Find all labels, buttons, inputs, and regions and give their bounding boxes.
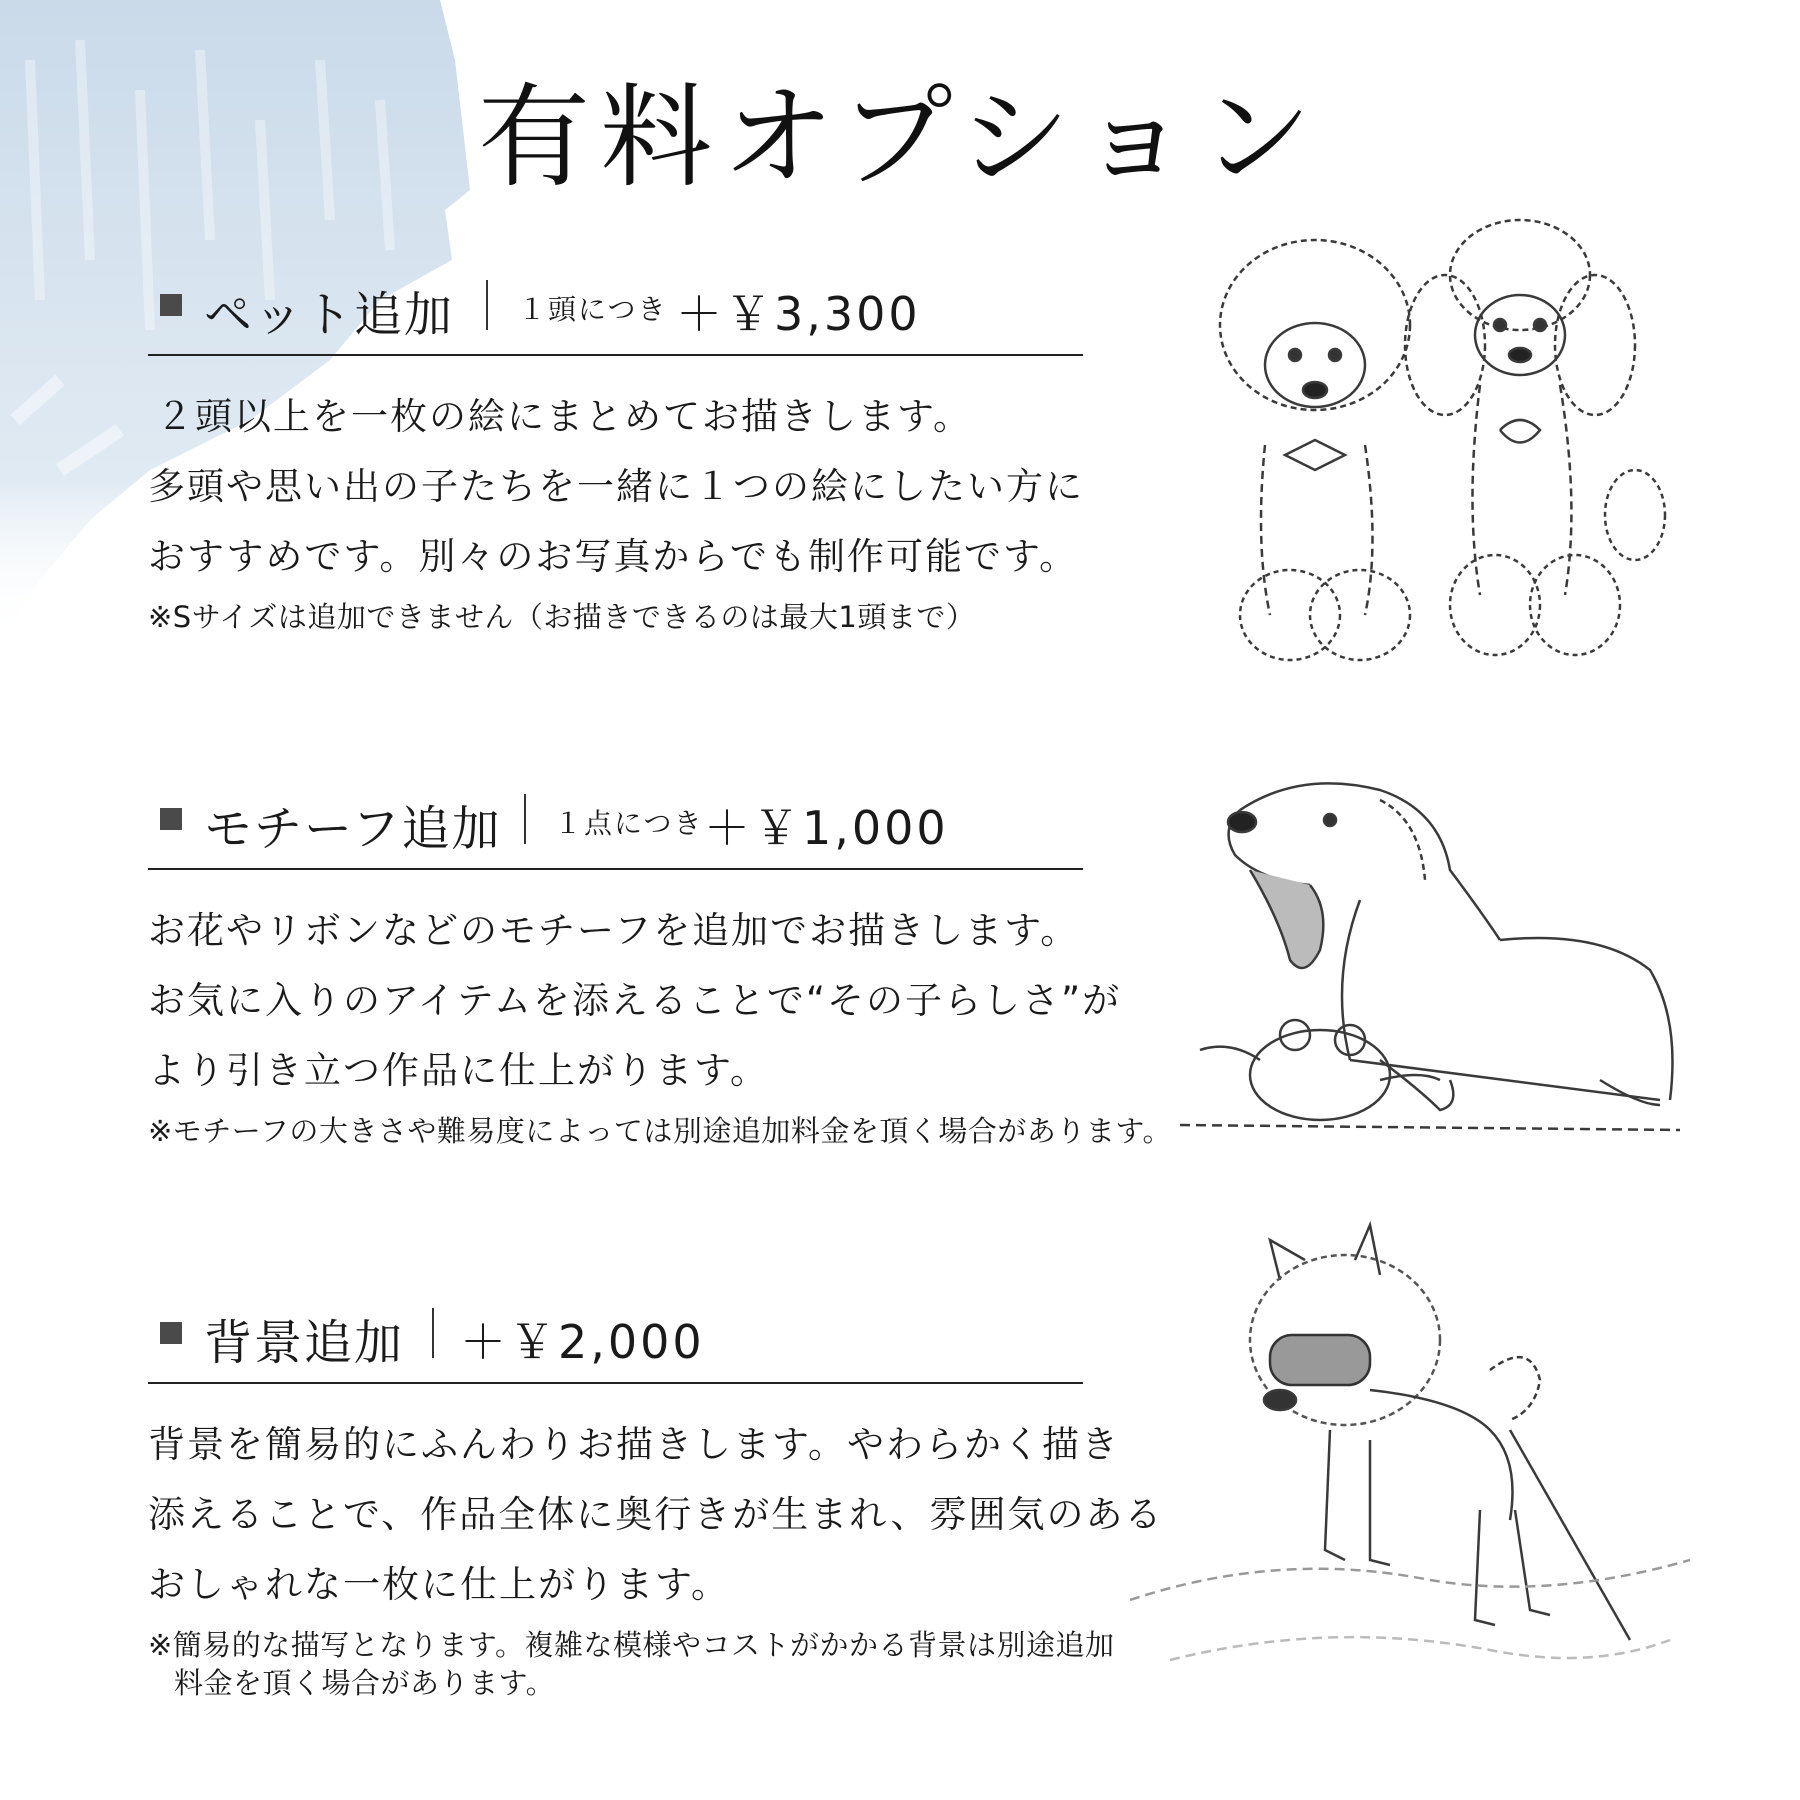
option-description [148,382,1148,592]
description-line: おすすめです。別々のお写真からでも制作可能です。 [148,535,1079,578]
option-price: ＋￥2,000 [460,1315,705,1369]
square-bullet-icon [160,808,182,830]
option-section-background [148,1286,1164,1702]
option-unit: １点につき [554,807,704,840]
option-note: ※Sサイズは追加できません（お描きできるのは最大1頭まで） [148,600,976,634]
description-line: お気に入りのアイテムを添えることで“その子らしさ”が [148,979,1122,1022]
divider [148,354,1083,356]
option-price: ＋￥1,000 [704,801,949,855]
note-line: ※簡易的な描写となります。複雑な模様やコストがかかる背景は別途追加 [148,1628,1115,1662]
option-description [148,896,1148,1106]
description-line: より引き立つ作品に仕上がります。 [148,1049,770,1092]
section-header [148,1286,1083,1376]
description-line: 多頭や思い出の子たちを一緒に１つの絵にしたい方に [148,465,1084,508]
divider [148,868,1083,870]
option-description [148,1410,1164,1620]
description-line: 背景を簡易的にふんわりお描きします。やわらかく描き [148,1423,1121,1466]
option-name: モチーフ追加 [204,801,502,857]
section-header [148,772,1083,862]
page-title: 有料オプション [478,73,1322,203]
option-name: ペット追加 [204,287,455,343]
option-section-motif [148,772,1173,1150]
option-unit: １頭につき [518,293,668,326]
square-bullet-icon [160,294,182,316]
description-line: おしゃれな一枚に仕上がります。 [148,1563,731,1606]
divider [148,1382,1083,1384]
description-line: ２頭以上を一枚の絵にまとめてお描きします。 [156,395,973,438]
note-line-cont: 料金を頂く場合があります。 [174,1666,556,1700]
square-bullet-icon [160,1322,182,1344]
separator [486,280,488,330]
option-note [148,1626,1148,1702]
option-note: ※モチーフの大きさや難易度によっては別途追加料金を頂く場合があります。 [148,1114,1173,1148]
description-line: お花やリボンなどのモチーフを追加でお描きします。 [148,909,1080,952]
description-line: 添えることで、作品全体に奥行きが生まれ、雰囲気のある [148,1493,1164,1536]
labrador-with-toy-sketch-icon [1180,760,1700,1160]
section-header [148,258,1083,348]
separator [524,794,526,844]
two-poodles-sketch-icon [1195,215,1675,675]
shiba-in-snow-sketch-icon [1130,1220,1690,1700]
option-price: ＋￥3,300 [676,287,921,341]
option-section-pet [148,258,1148,636]
separator [432,1308,434,1358]
option-name: 背景追加 [204,1315,405,1371]
